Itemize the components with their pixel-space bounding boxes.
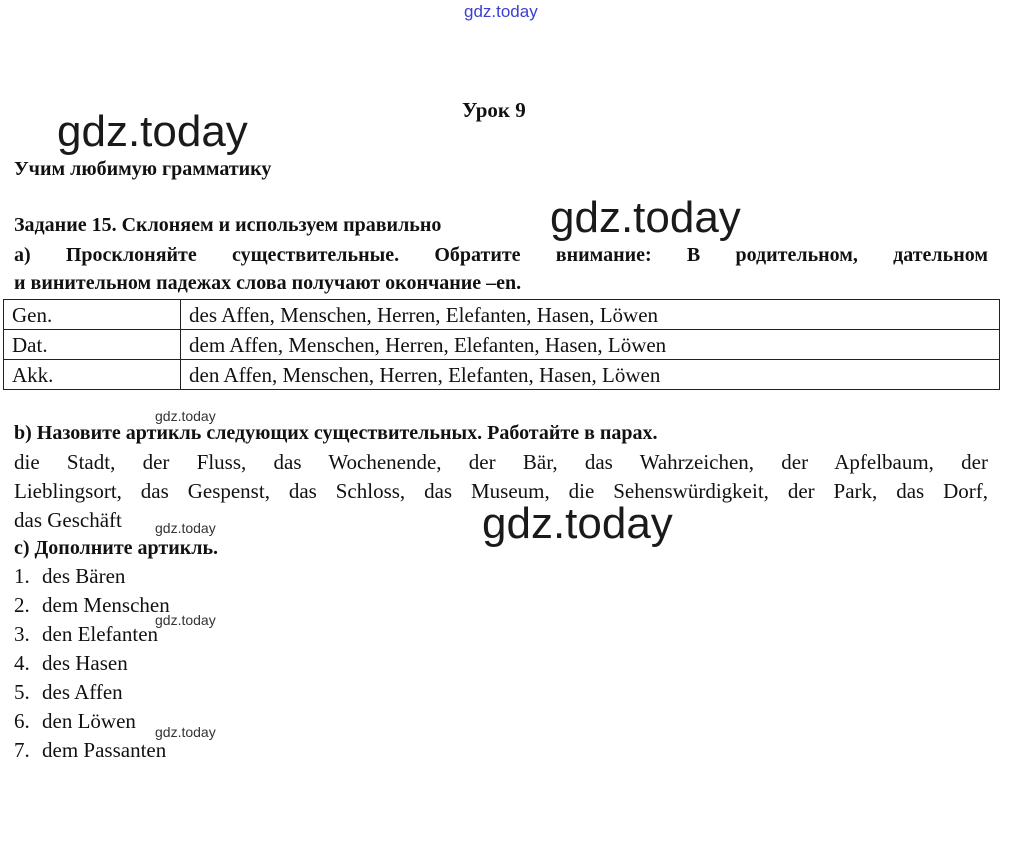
part-a-instruction-line2: и винительном падежах слова получают окончание –en. (14, 272, 522, 294)
watermark-top: gdz.today (464, 2, 538, 21)
item-number: 2. (14, 593, 30, 617)
item-text: des Hasen (42, 651, 128, 675)
case-cell: Akk. (4, 360, 181, 390)
part-a-instruction-line1: а) Просклоняйте существительные. Обратите внимание: В родительном, дательном (14, 244, 988, 266)
forms-cell: dem Affen, Menschen, Herren, Elefanten, Hasen, Löwen (181, 330, 1000, 360)
item-text: den Löwen (42, 709, 136, 733)
item-text: des Affen (42, 680, 123, 704)
part-b-word-list (14, 448, 988, 535)
list-item (14, 562, 170, 591)
part-b-instruction: b) Назовите артикль следующих существительных. Работайте в парах. (14, 422, 658, 444)
table-row (4, 300, 1000, 330)
table-row (4, 360, 1000, 390)
item-number: 6. (14, 709, 30, 733)
lesson-title: Урок 9 (462, 98, 526, 122)
word-list-line: Lieblingsort, das Gespenst, das Schloss, das Museum, die Sehenswürdigkeit, der Park, das Dorf, (14, 479, 988, 503)
answer-list (14, 562, 170, 765)
list-item (14, 591, 170, 620)
list-item (14, 620, 170, 649)
watermark-large: gdz.today (57, 107, 248, 156)
item-number: 4. (14, 651, 30, 675)
list-item (14, 678, 170, 707)
item-number: 7. (14, 738, 30, 762)
item-number: 3. (14, 622, 30, 646)
forms-cell: den Affen, Menschen, Herren, Elefanten, Hasen, Löwen (181, 360, 1000, 390)
watermark-small: gdz.today (155, 724, 216, 740)
part-c-instruction: с) Дополните артикль. (14, 537, 219, 559)
declension-table (3, 299, 1000, 390)
item-number: 5. (14, 680, 30, 704)
item-text: den Elefanten (42, 622, 159, 646)
word-list-line: das Geschäft (14, 508, 122, 532)
forms-cell: des Affen, Menschen, Herren, Elefanten, Hasen, Löwen (181, 300, 1000, 330)
word-list-line: die Stadt, der Fluss, das Wochenende, der Bär, das Wahrzeichen, der Apfelbaum, der (14, 450, 988, 474)
table-row (4, 330, 1000, 360)
watermark-small: gdz.today (155, 520, 216, 536)
item-number: 1. (14, 564, 30, 588)
list-item (14, 736, 170, 765)
section-subtitle: Учим любимую грамматику (14, 158, 272, 180)
item-text: dem Passanten (42, 738, 167, 762)
case-cell: Gen. (4, 300, 181, 330)
watermark-large: gdz.today (550, 193, 741, 242)
case-cell: Dat. (4, 330, 181, 360)
item-text: dem Menschen (42, 593, 170, 617)
watermark-large: gdz.today (482, 499, 673, 548)
watermark-small: gdz.today (155, 612, 216, 628)
list-item (14, 649, 170, 678)
watermark-small: gdz.today (155, 408, 216, 424)
list-item (14, 707, 170, 736)
item-text: des Bären (42, 564, 126, 588)
task-title: Задание 15. Склоняем и используем правильно (14, 214, 442, 236)
